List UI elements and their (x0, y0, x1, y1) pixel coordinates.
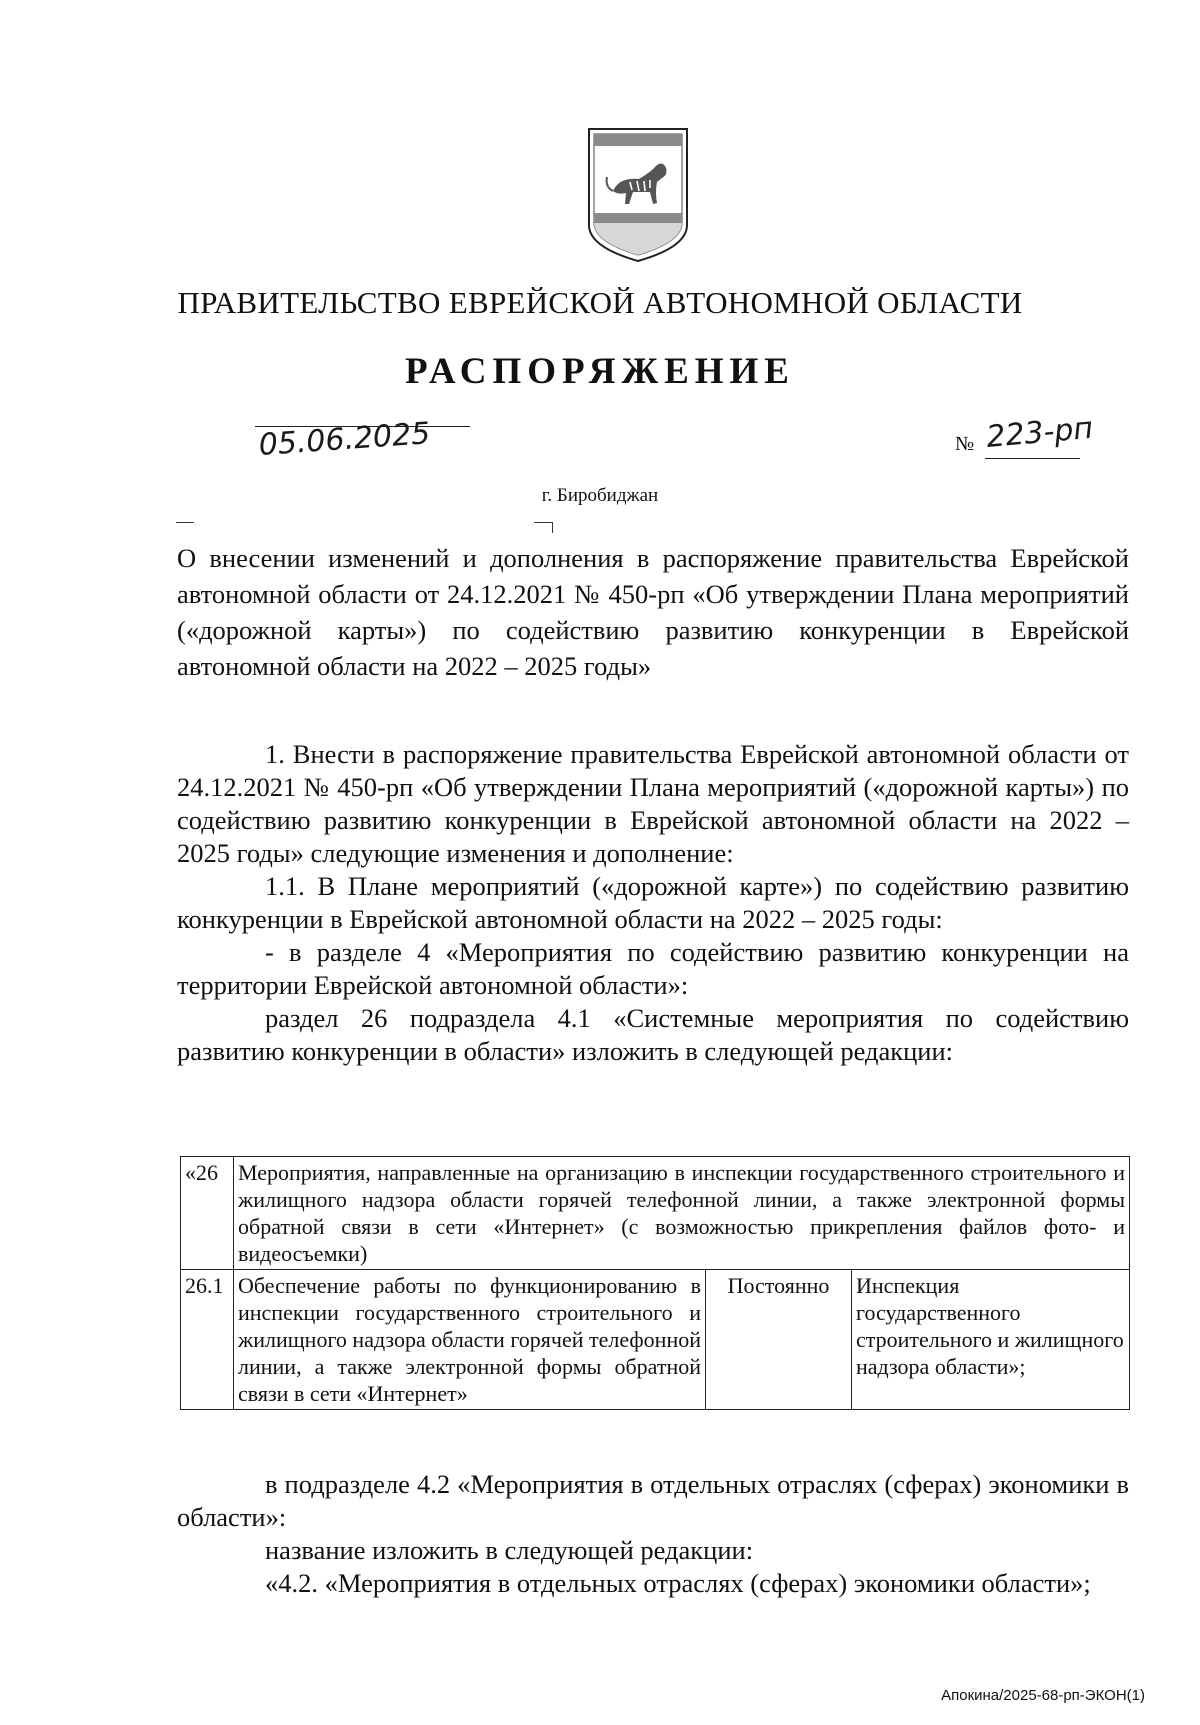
row-number: 26.1 (181, 1270, 234, 1410)
paragraph-name-change: название изложить в следующей редакции: (265, 1535, 754, 1565)
tiger-coat-of-arms-icon (583, 125, 693, 265)
document-kind-title: РАСПОРЯЖЕНИЕ (404, 351, 795, 392)
table-row (181, 1157, 1130, 1270)
footer-reference: Апокина/2025-68-рп-ЭКОН(1) (941, 1687, 1145, 1704)
document-number: 223-рп (984, 410, 1095, 455)
row-text: Мероприятия, направленные на организацию в инспекции государственного строительного и жилищного надзора области горячей телефонной линии, а также электронной формы обратной связи в сети «Интернет» (с возможностью прикрепления файлов фото- и видеосъемки) (234, 1157, 1130, 1270)
number-underline (985, 458, 1080, 459)
government-title: ПРАВИТЕЛЬСТВО ЕВРЕЙСКОЙ АВТОНОМНОЙ ОБЛАСТИ (177, 285, 1023, 320)
document-body-continued (177, 1468, 1129, 1600)
amendment-table (180, 1156, 1130, 1410)
paragraph-1-1: 1.1. В Плане мероприятий («дорожной карте») по содействию развитию конкуренции в Еврейской автономной области на 2022 – 2025 годы: (177, 871, 1129, 934)
row-number: «26 (181, 1157, 234, 1270)
document-body (177, 738, 1129, 1068)
action-cell: Обеспечение работы по функционированию в инспекции государственного строительного и жилищного надзора области горячей телефонной линии, а также электронной формы обратной связи в сети «Интернет» (234, 1270, 706, 1410)
subject-corner-right (534, 522, 553, 533)
paragraph-subsection-4-2: в подразделе 4.2 «Мероприятия в отдельных отраслях (сферах) экономики в области»: (177, 1469, 1129, 1532)
responsible-cell: Инспекция государственного строительного и жилищного надзора области»; (852, 1270, 1130, 1410)
term-cell: Постоянно (706, 1270, 852, 1410)
paragraph-1: 1. Внести в распоряжение правительства Еврейской автономной области от 24.12.2021 № 450-рп «Об утверждении Плана мероприятий («дорожной карты») по содействию развитию конкуренции в Еврейской автономной области на 2022 – 2025 годы» следующие изменения и дополнение: (177, 739, 1129, 868)
city-name: г. Биробиджан (541, 485, 659, 506)
document-subject: О внесении изменений и дополнения в распоряжение правительства Еврейской автономной области от 24.12.2021 № 450-рп «Об утверждении Плана мероприятий («дорожной карты») по содействию развитию конкуренции в Еврейской автономной области на 2022 – 2025 годы» (177, 543, 1129, 681)
document-date: 05.06.2025 (257, 416, 432, 463)
paragraph-section-26: раздел 26 подраздела 4.1 «Системные мероприятия по содействию развитию конкуренции в области» изложить в следующей редакции: (177, 1003, 1129, 1066)
table-row (181, 1270, 1130, 1410)
number-sign: № (955, 433, 975, 455)
paragraph-section-4: - в разделе 4 «Мероприятия по содействию развитию конкуренции на территории Еврейской автономной области»: (177, 937, 1129, 1000)
subject-corner-left (176, 522, 194, 533)
paragraph-new-name: «4.2. «Мероприятия в отдельных отраслях (сферах) экономики области»; (265, 1568, 1091, 1598)
